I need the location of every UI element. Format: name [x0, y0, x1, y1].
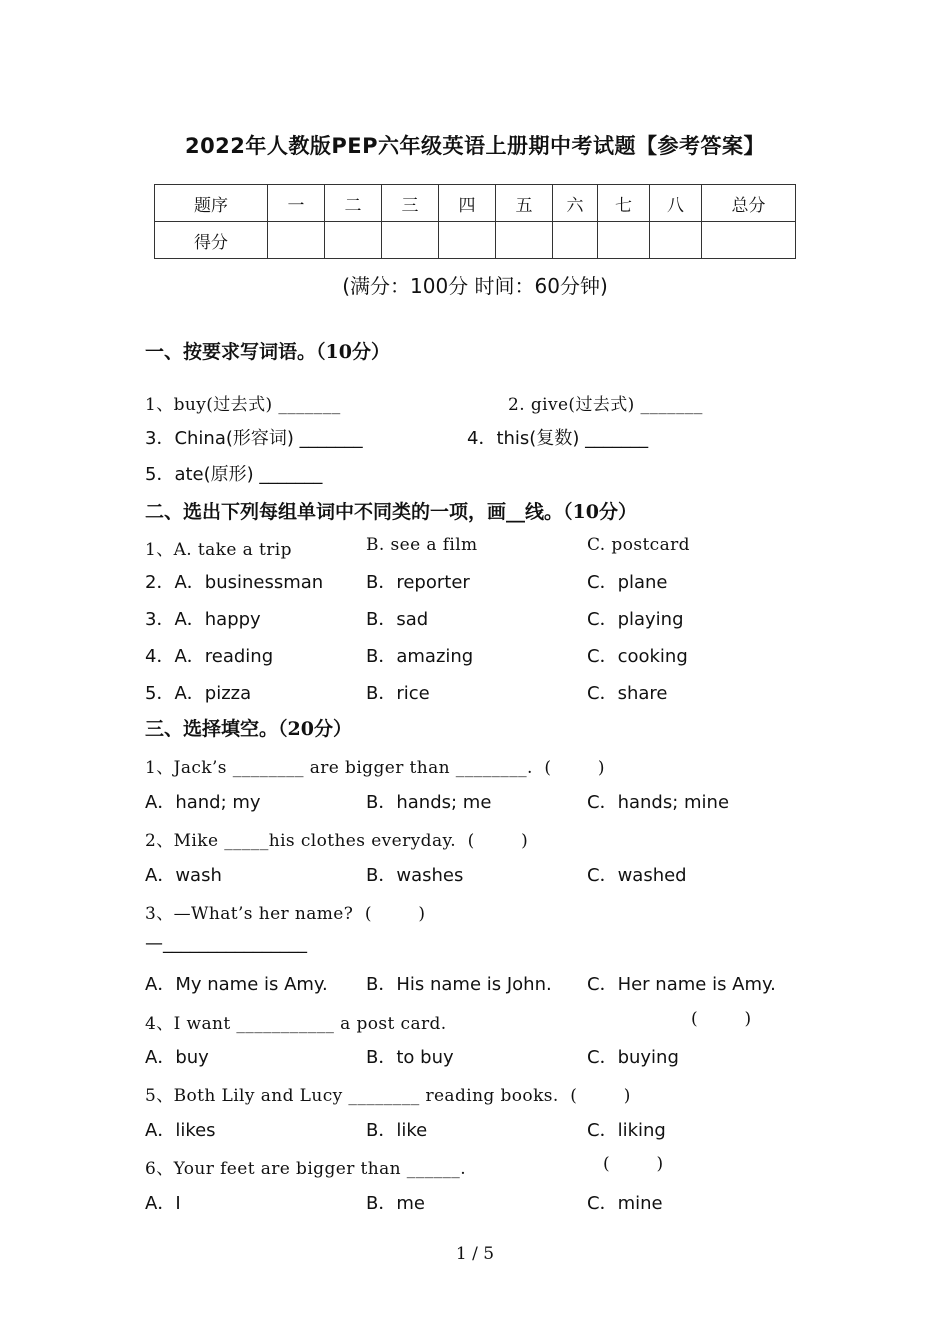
- page-number: 1 / 5: [455, 1244, 495, 1264]
- s3-q2-option-b: B．washes: [366, 865, 464, 886]
- s2-row5-a: 5．A．pizza: [145, 683, 252, 704]
- score-empty-cell: [382, 222, 439, 259]
- exam-meta: (满分：100分 时间：60分钟): [342, 274, 608, 298]
- s3-q4-option-b: B．to buy: [366, 1047, 454, 1068]
- section1-heading: 一、按要求写词语。（10分）: [145, 341, 390, 363]
- s2-row2-c: C．plane: [587, 572, 668, 593]
- score-cell: 四: [439, 185, 496, 222]
- s3-q4-stem: 4、I want ___________ a post card.: [145, 1014, 447, 1034]
- score-empty-cell: [553, 222, 598, 259]
- s2-row2-a: 2．A．businessman: [145, 572, 324, 593]
- score-table-score-row: [155, 222, 796, 259]
- score-cell: 五: [496, 185, 553, 222]
- score-cell: 总分: [702, 185, 796, 222]
- s3-q5-option-a: A．likes: [145, 1120, 216, 1141]
- s3-q6-paren: ( ): [603, 1154, 664, 1174]
- page-title: 2022年人教版PEP六年级英语上册期中考试题【参考答案】: [184, 134, 766, 158]
- s3-q3-option-b: B．His name is John.: [366, 974, 552, 995]
- s3-q6-option-c: C．mine: [587, 1193, 663, 1214]
- s3-q3-stem: 3、—What’s her name? ( ): [145, 904, 426, 924]
- s2-row3-a: 3．A．happy: [145, 609, 261, 630]
- score-cell: 一: [268, 185, 325, 222]
- score-empty-cell: [702, 222, 796, 259]
- s3-q4-option-a: A．buy: [145, 1047, 209, 1068]
- score-cell: 三: [382, 185, 439, 222]
- s1-q3: 3．China(形容词) _______: [145, 428, 363, 449]
- s3-q3-answer-blank: —________________: [145, 933, 307, 954]
- s3-q2-stem: 2、Mike _____his clothes everyday. ( ): [145, 831, 529, 851]
- s2-row1-c: C. postcard: [587, 535, 690, 555]
- s3-q4-paren: ( ): [691, 1009, 752, 1029]
- s3-q6-option-b: B．me: [366, 1193, 425, 1214]
- s2-row1-b: B. see a film: [366, 535, 478, 555]
- s3-q5-option-b: B．like: [366, 1120, 428, 1141]
- score-cell: 七: [598, 185, 650, 222]
- score-empty-cell: [439, 222, 496, 259]
- s3-q1-option-b: B．hands; me: [366, 792, 492, 813]
- s3-q1-option-a: A．hand; my: [145, 792, 261, 813]
- s2-row4-b: B．amazing: [366, 646, 474, 667]
- s1-q2: 2. give(过去式) _______: [508, 395, 703, 415]
- score-table-header-row: [155, 185, 796, 222]
- s3-q6-option-a: A．I: [145, 1193, 181, 1214]
- s3-q4-option-c: C．buying: [587, 1047, 679, 1068]
- s3-q6-stem: 6、Your feet are bigger than ______.: [145, 1159, 466, 1179]
- s3-q3-option-a: A．My name is Amy.: [145, 974, 328, 995]
- s2-row3-c: C．playing: [587, 609, 684, 630]
- score-empty-cell: [268, 222, 325, 259]
- s2-row4-c: C．cooking: [587, 646, 688, 667]
- s2-row3-b: B．sad: [366, 609, 429, 630]
- s3-q1-option-c: C．hands; mine: [587, 792, 730, 813]
- score-cell: 六: [553, 185, 598, 222]
- score-empty-cell: [650, 222, 702, 259]
- score-empty-cell: [496, 222, 553, 259]
- score-empty-cell: [598, 222, 650, 259]
- s1-q1: 1、buy(过去式) _______: [145, 395, 341, 415]
- score-cell: 八: [650, 185, 702, 222]
- s1-q4: 4．this(复数) _______: [467, 428, 649, 449]
- s3-q2-option-c: C．washed: [587, 865, 687, 886]
- s3-q1-stem: 1、Jack’s ________ are bigger than ________. ( ): [145, 758, 605, 778]
- s1-q5: 5．ate(原形) _______: [145, 464, 323, 485]
- score-row-label: 得分: [155, 222, 268, 259]
- s3-q5-option-c: C．liking: [587, 1120, 666, 1141]
- s3-q3-option-c: C．Her name is Amy.: [587, 974, 776, 995]
- s2-row1-a: 1、A. take a trip: [145, 540, 292, 560]
- score-table: [154, 184, 796, 259]
- s3-q2-option-a: A．wash: [145, 865, 222, 886]
- s3-q5-stem: 5、Both Lily and Lucy ________ reading books. ( ): [145, 1086, 631, 1106]
- s2-row4-a: 4．A．reading: [145, 646, 274, 667]
- s2-row5-c: C．share: [587, 683, 668, 704]
- section3-heading: 三、选择填空。（20分）: [145, 718, 352, 740]
- section2-heading: 二、选出下列每组单词中不同类的一项，画__线。（10分）: [145, 501, 637, 523]
- score-cell: 二: [325, 185, 382, 222]
- s2-row5-b: B．rice: [366, 683, 430, 704]
- s2-row2-b: B．reporter: [366, 572, 470, 593]
- score-cell: 题序: [155, 185, 268, 222]
- score-empty-cell: [325, 222, 382, 259]
